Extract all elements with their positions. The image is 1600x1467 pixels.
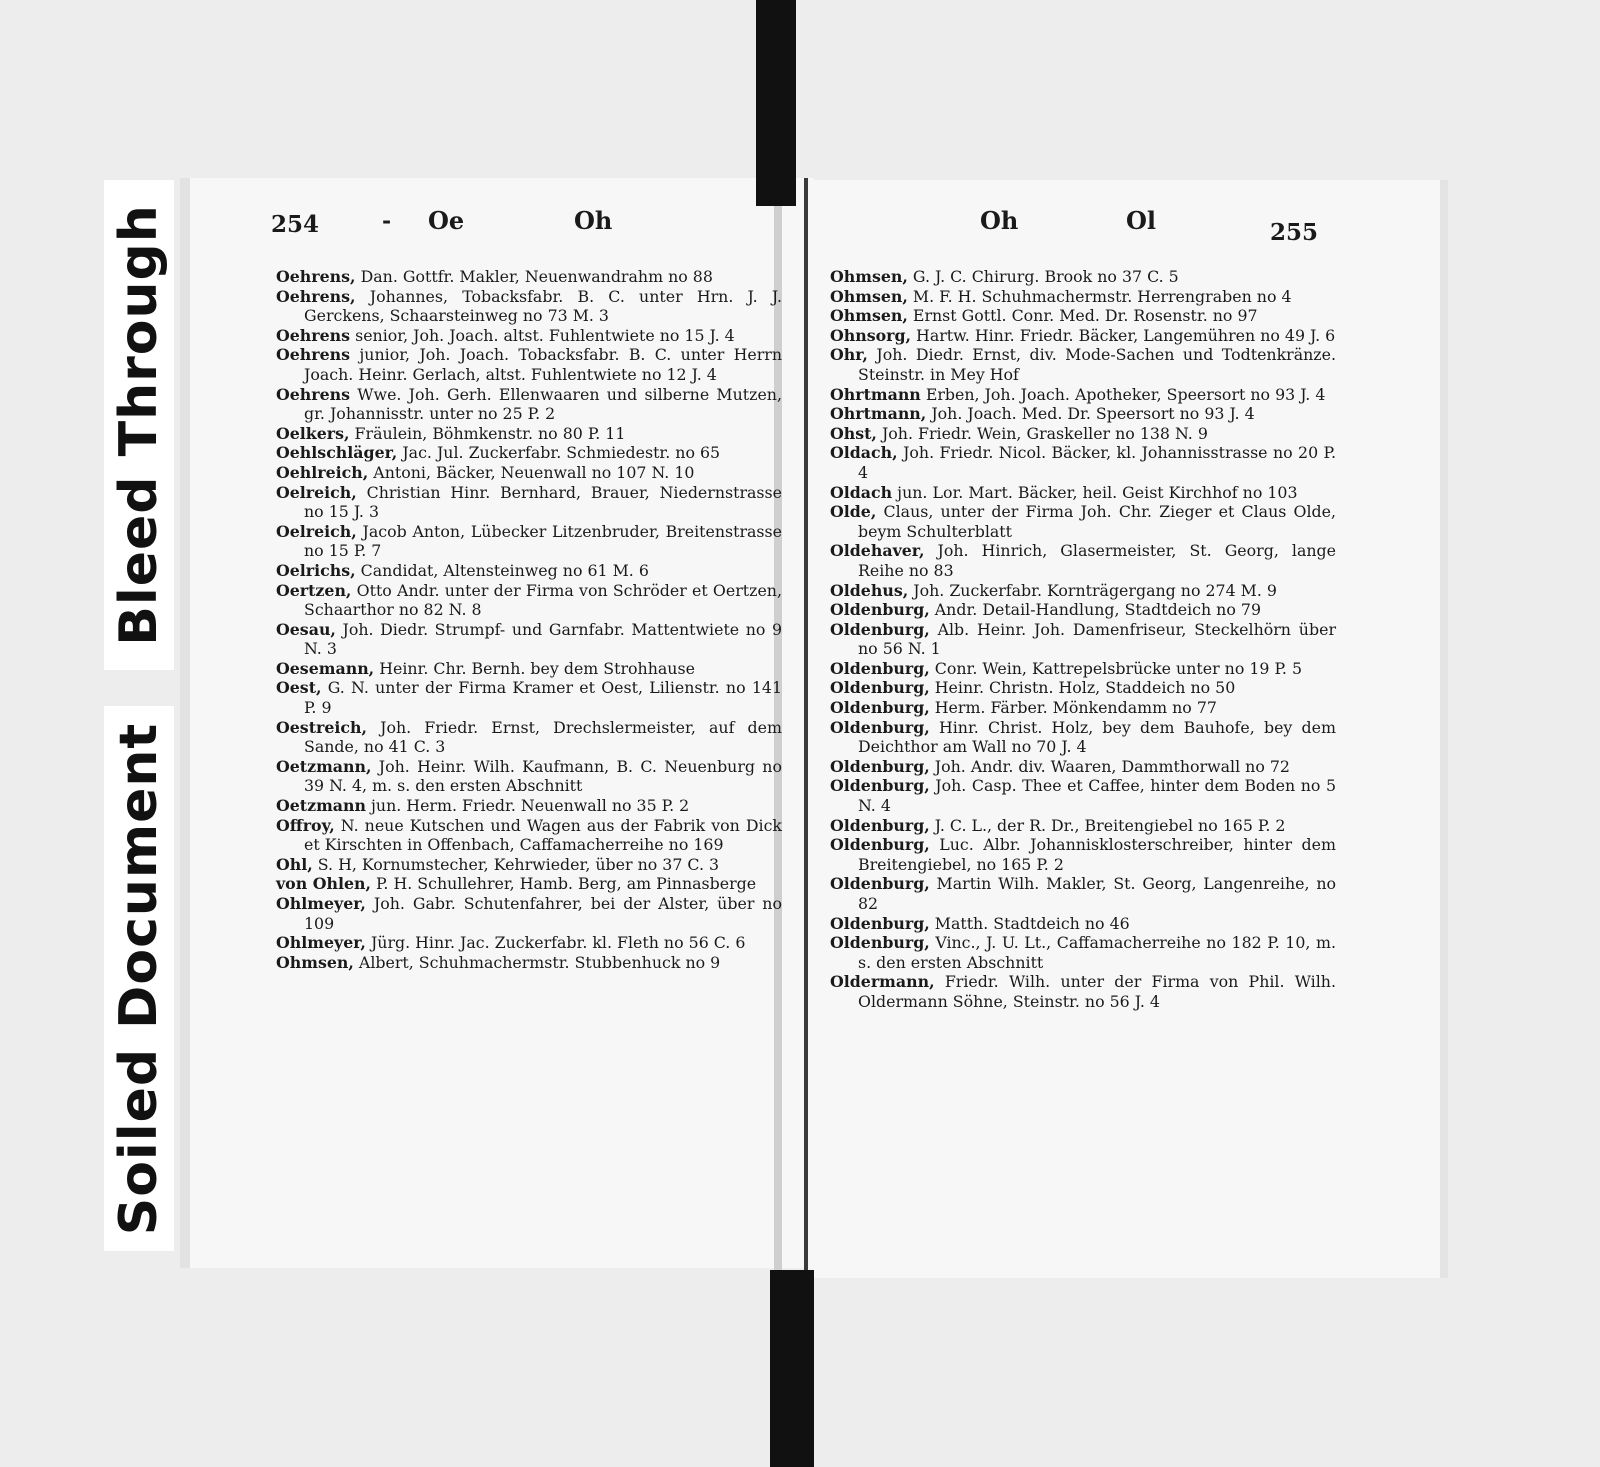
- entry-details: N. neue Kutschen und Wagen aus der Fabrik von Dick et Kirschten in Offenbach, Caffamacherreihe no 169: [304, 815, 782, 855]
- entry-name: Oelkers,: [276, 423, 350, 443]
- left-page-number: 254: [271, 211, 320, 238]
- directory-entry: [276, 659, 782, 679]
- entry-details: Antoni, Bäcker, Neuenwall no 107 N. 10: [368, 462, 695, 482]
- directory-entry: [830, 874, 1336, 913]
- directory-entry: [830, 835, 1336, 874]
- entry-name: Oldenburg,: [830, 717, 930, 737]
- directory-entry: [830, 757, 1336, 777]
- entry-details: Fräulein, Böhmkenstr. no 80 P. 11: [349, 423, 626, 443]
- right-entries-list: [830, 267, 1336, 1012]
- directory-entry: [830, 267, 1336, 287]
- entry-details: J. C. L., der R. Dr., Breitengiebel no 165 P. 2: [929, 815, 1286, 835]
- directory-entry: [276, 267, 782, 287]
- entry-name: Oetzmann,: [276, 756, 372, 776]
- entry-details: Albert, Schuhmachermstr. Stubbenhuck no 9: [353, 952, 721, 972]
- directory-entry: [830, 659, 1336, 679]
- entry-name: Oertzen,: [276, 580, 352, 600]
- directory-entry: [276, 326, 782, 346]
- entry-details: Hartw. Hinr. Friedr. Bäcker, Langemühren no 49 J. 6: [911, 325, 1336, 345]
- entry-details: Joh. Hinrich, Glasermeister, St. Georg, lange Reihe no 83: [858, 541, 1336, 580]
- entry-details: Jürg. Hinr. Jac. Zuckerfabr. kl. Fleth no 56 C. 6: [365, 933, 746, 953]
- entry-name: Oest,: [276, 678, 322, 698]
- entry-details: Alb. Heinr. Joh. Damenfriseur, Steckelhörn über no 56 N. 1: [858, 619, 1336, 659]
- directory-entry: [276, 385, 782, 424]
- entry-name: Offroy,: [276, 815, 335, 835]
- entry-details: Andr. Detail-Handlung, Stadtdeich no 79: [929, 600, 1261, 620]
- entry-name: Oehrens,: [276, 267, 356, 286]
- soiled-document-label: [104, 706, 174, 1251]
- entry-details: Herm. Färber. Mönkendamm no 77: [929, 698, 1217, 718]
- right-header-from: Oh: [980, 206, 1019, 235]
- entry-name: Oldenburg,: [830, 698, 930, 718]
- directory-entry: [830, 933, 1336, 972]
- entry-details: P. H. Schullehrer, Hamb. Berg, am Pinnasberge: [370, 874, 757, 894]
- directory-entry: [830, 816, 1336, 836]
- entry-details: Joh. Diedr. Ernst, div. Mode-Sachen und Todtenkränze. Steinstr. in Mey Hof: [858, 345, 1336, 384]
- bleed-through-text: Bleed Through: [109, 204, 169, 646]
- directory-entry: [276, 345, 782, 384]
- entry-details: Heinr. Christn. Holz, Staddeich no 50: [929, 678, 1236, 698]
- entry-name: Oesau,: [276, 619, 336, 639]
- entry-name: Oldach,: [830, 443, 898, 463]
- entry-details: Joh. Casp. Thee et Caffee, hinter dem Boden no 5 N. 4: [858, 776, 1336, 816]
- entry-details: Joh. Friedr. Ernst, Drechslermeister, auf dem Sande, no 41 C. 3: [304, 717, 782, 757]
- entry-details: Joh. Friedr. Wein, Graskeller no 138 N. 9: [876, 423, 1208, 443]
- entry-name: Oestreich,: [276, 717, 367, 737]
- entry-details: junior, Joh. Joach. Tobacksfabr. B. C. unter Herrn Joach. Heinr. Gerlach, altst. Fuhlentwiete no 12 J. 4: [304, 345, 782, 384]
- entry-name: Oelrichs,: [276, 560, 356, 580]
- entry-name: Oldermann,: [830, 972, 935, 992]
- entry-details: Matth. Stadtdeich no 46: [929, 913, 1130, 933]
- directory-entry: [276, 522, 782, 561]
- left-entries-list: [276, 267, 782, 972]
- entry-name: Ohrtmann,: [830, 404, 927, 424]
- entry-details: jun. Lor. Mart. Bäcker, heil. Geist Kirchhof no 103: [892, 482, 1298, 502]
- entry-name: Oldenburg,: [830, 815, 930, 835]
- entry-name: Ohmsen,: [830, 267, 908, 286]
- entry-details: Candidat, Altensteinweg no 61 M. 6: [355, 560, 649, 580]
- directory-entry: [276, 463, 782, 483]
- entry-name: Oelreich,: [276, 482, 357, 502]
- entry-name: Oldenburg,: [830, 756, 930, 776]
- directory-entry: [830, 404, 1336, 424]
- directory-entry: [830, 600, 1336, 620]
- entry-name: Oelreich,: [276, 521, 357, 541]
- directory-entry: [276, 678, 782, 717]
- entry-details: Joh. Heinr. Wilh. Kaufmann, B. C. Neuenburg no 39 N. 4, m. s. den ersten Abschnitt: [304, 756, 782, 796]
- entry-details: Jacob Anton, Lübecker Litzenbruder, Breitenstrasse no 15 P. 7: [304, 521, 782, 561]
- entry-name: Ohnsorg,: [830, 325, 912, 345]
- directory-entry: [276, 855, 782, 875]
- entry-details: Martin Wilh. Makler, St. Georg, Langenreihe, no 82: [858, 874, 1336, 913]
- entry-name: Oldenburg,: [830, 658, 930, 678]
- directory-entry: [830, 443, 1336, 482]
- directory-entry: [276, 953, 782, 973]
- entry-name: Oehrens,: [276, 286, 356, 306]
- left-header-dash: -: [382, 208, 392, 234]
- entry-details: Johannes, Tobacksfabr. B. C. unter Hrn. J. J. Gerckens, Schaarsteinweg no 73 M. 3: [304, 286, 782, 326]
- entry-name: Oldenburg,: [830, 619, 930, 639]
- entry-name: Ohmsen,: [830, 286, 908, 306]
- entry-details: Vinc., J. U. Lt., Caffamacherreihe no 182 P. 10, m. s. den ersten Abschnitt: [858, 933, 1336, 972]
- entry-name: Oldenburg,: [830, 933, 930, 953]
- directory-entry: [276, 933, 782, 953]
- directory-entry: [830, 698, 1336, 718]
- directory-entry: [830, 678, 1336, 698]
- entry-name: Oldenburg,: [830, 874, 930, 894]
- directory-entry: [276, 581, 782, 620]
- directory-entry: [830, 345, 1336, 384]
- entry-name: Oesemann,: [276, 658, 375, 678]
- entry-details: Friedr. Wilh. unter der Firma von Phil. Wilh. Oldermann Söhne, Steinstr. no 56 J. 4: [858, 972, 1336, 1011]
- directory-entry: [830, 326, 1336, 346]
- entry-name: Ohmsen,: [830, 306, 908, 326]
- directory-entry: [276, 620, 782, 659]
- directory-entry: [830, 287, 1336, 307]
- entry-name: Oldach: [830, 482, 893, 502]
- entry-details: G. J. C. Chirurg. Brook no 37 C. 5: [907, 267, 1179, 286]
- directory-entry: [276, 424, 782, 444]
- entry-details: Jac. Jul. Zuckerfabr. Schmiedestr. no 65: [397, 443, 721, 463]
- entry-name: Oetzmann: [276, 796, 366, 816]
- directory-entry: [830, 385, 1336, 405]
- directory-entry: [276, 443, 782, 463]
- entry-details: Dan. Gottfr. Makler, Neuenwandrahm no 88: [355, 267, 713, 286]
- directory-entry: [830, 581, 1336, 601]
- entry-name: Oehrens: [276, 325, 351, 345]
- entry-name: Oldehaver,: [830, 541, 925, 561]
- entry-name: Oldenburg,: [830, 600, 930, 620]
- directory-entry: [276, 796, 782, 816]
- entry-details: Wwe. Joh. Gerh. Ellenwaaren und silberne Mutzen, gr. Johannisstr. unter no 25 P. 2: [304, 384, 782, 424]
- directory-entry: [276, 874, 782, 894]
- entry-name: Oldenburg,: [830, 835, 930, 855]
- entry-name: Ohl,: [276, 854, 313, 874]
- left-header-from: Oe: [428, 206, 465, 235]
- entry-details: senior, Joh. Joach. altst. Fuhlentwiete no 15 J. 4: [350, 325, 735, 345]
- entry-name: von Ohlen,: [276, 874, 371, 894]
- directory-entry: [276, 561, 782, 581]
- entry-details: M. F. H. Schuhmachermstr. Herrengraben no 4: [907, 286, 1292, 306]
- entry-name: Olde,: [830, 502, 877, 522]
- entry-name: Ohrtmann: [830, 384, 921, 404]
- entry-details: Joh. Zuckerfabr. Kornträgergang no 274 M. 9: [908, 580, 1277, 600]
- entry-details: Joh. Joach. Med. Dr. Speersort no 93 J. 4: [926, 404, 1255, 424]
- directory-entry: [276, 894, 782, 933]
- directory-entry: [830, 718, 1336, 757]
- directory-entry: [830, 776, 1336, 815]
- directory-entry: [276, 483, 782, 522]
- entry-name: Oldehus,: [830, 580, 909, 600]
- entry-name: Oldenburg,: [830, 776, 930, 796]
- entry-details: jun. Herm. Friedr. Neuenwall no 35 P. 2: [366, 796, 690, 816]
- entry-details: Christian Hinr. Bernhard, Brauer, Niedernstrasse no 15 J. 3: [304, 482, 782, 522]
- entry-name: Ohst,: [830, 423, 877, 443]
- entry-details: Joh. Gabr. Schutenfahrer, bei der Alster, über no 109: [304, 894, 782, 933]
- directory-entry: [830, 541, 1336, 580]
- binding-clip-top: [756, 0, 796, 206]
- left-header-to: Oh: [574, 206, 613, 235]
- entry-details: Joh. Diedr. Strumpf- und Garnfabr. Mattentwiete no 9 N. 3: [304, 619, 782, 659]
- entry-details: Claus, unter der Firma Joh. Chr. Zieger et Claus Olde, beym Schulterblatt: [858, 502, 1336, 541]
- binding-clip-bottom: [770, 1270, 814, 1467]
- directory-entry: [830, 502, 1336, 541]
- entry-details: Erben, Joh. Joach. Apotheker, Speersort no 93 J. 4: [920, 384, 1326, 404]
- directory-entry: [276, 287, 782, 326]
- right-page-number: 255: [1270, 219, 1319, 246]
- entry-name: Oehlreich,: [276, 462, 369, 482]
- book-gutter: [804, 178, 808, 1276]
- directory-entry: [830, 424, 1336, 444]
- entry-name: Oldenburg,: [830, 913, 930, 933]
- entry-details: Joh. Friedr. Nicol. Bäcker, kl. Johannisstrasse no 20 P. 4: [858, 443, 1336, 482]
- right-header-to: Ol: [1126, 206, 1157, 235]
- entry-name: Oldenburg,: [830, 678, 930, 698]
- entry-details: Joh. Andr. div. Waaren, Dammthorwall no 72: [929, 756, 1290, 776]
- entry-details: Heinr. Chr. Bernh. bey dem Strohhause: [374, 658, 695, 678]
- entry-details: Ernst Gottl. Conr. Med. Dr. Rosenstr. no 97: [907, 306, 1258, 326]
- directory-entry: [276, 816, 782, 855]
- directory-entry: [830, 620, 1336, 659]
- entry-details: Luc. Albr. Johannisklosterschreiber, hinter dem Breitengiebel, no 165 P. 2: [858, 835, 1336, 874]
- entry-details: G. N. unter der Firma Kramer et Oest, Lilienstr. no 141 P. 9: [304, 678, 782, 718]
- entry-name: Ohlmeyer,: [276, 933, 366, 953]
- entry-name: Oehrens: [276, 345, 351, 365]
- directory-entry: [276, 757, 782, 796]
- entry-name: Oehrens: [276, 384, 351, 404]
- entry-name: Ohr,: [830, 345, 868, 365]
- bleed-through-label: [104, 180, 174, 670]
- entry-name: Oehlschläger,: [276, 443, 398, 463]
- directory-entry: [276, 718, 782, 757]
- entry-details: Otto Andr. unter der Firma von Schröder et Oertzen, Schaarthor no 82 N. 8: [304, 580, 782, 620]
- entry-name: Ohlmeyer,: [276, 894, 366, 913]
- entry-details: Conr. Wein, Kattrepelsbrücke unter no 19 P. 5: [929, 658, 1302, 678]
- entry-details: S. H, Kornumstecher, Kehrwieder, über no 37 C. 3: [312, 854, 720, 874]
- soiled-document-text: Soiled Document: [109, 722, 169, 1235]
- entry-details: Hinr. Christ. Holz, bey dem Bauhofe, bey dem Deichthor am Wall no 70 J. 4: [858, 717, 1336, 757]
- directory-entry: [830, 306, 1336, 326]
- directory-entry: [830, 483, 1336, 503]
- directory-entry: [830, 914, 1336, 934]
- entry-name: Ohmsen,: [276, 952, 354, 972]
- directory-entry: [830, 972, 1336, 1011]
